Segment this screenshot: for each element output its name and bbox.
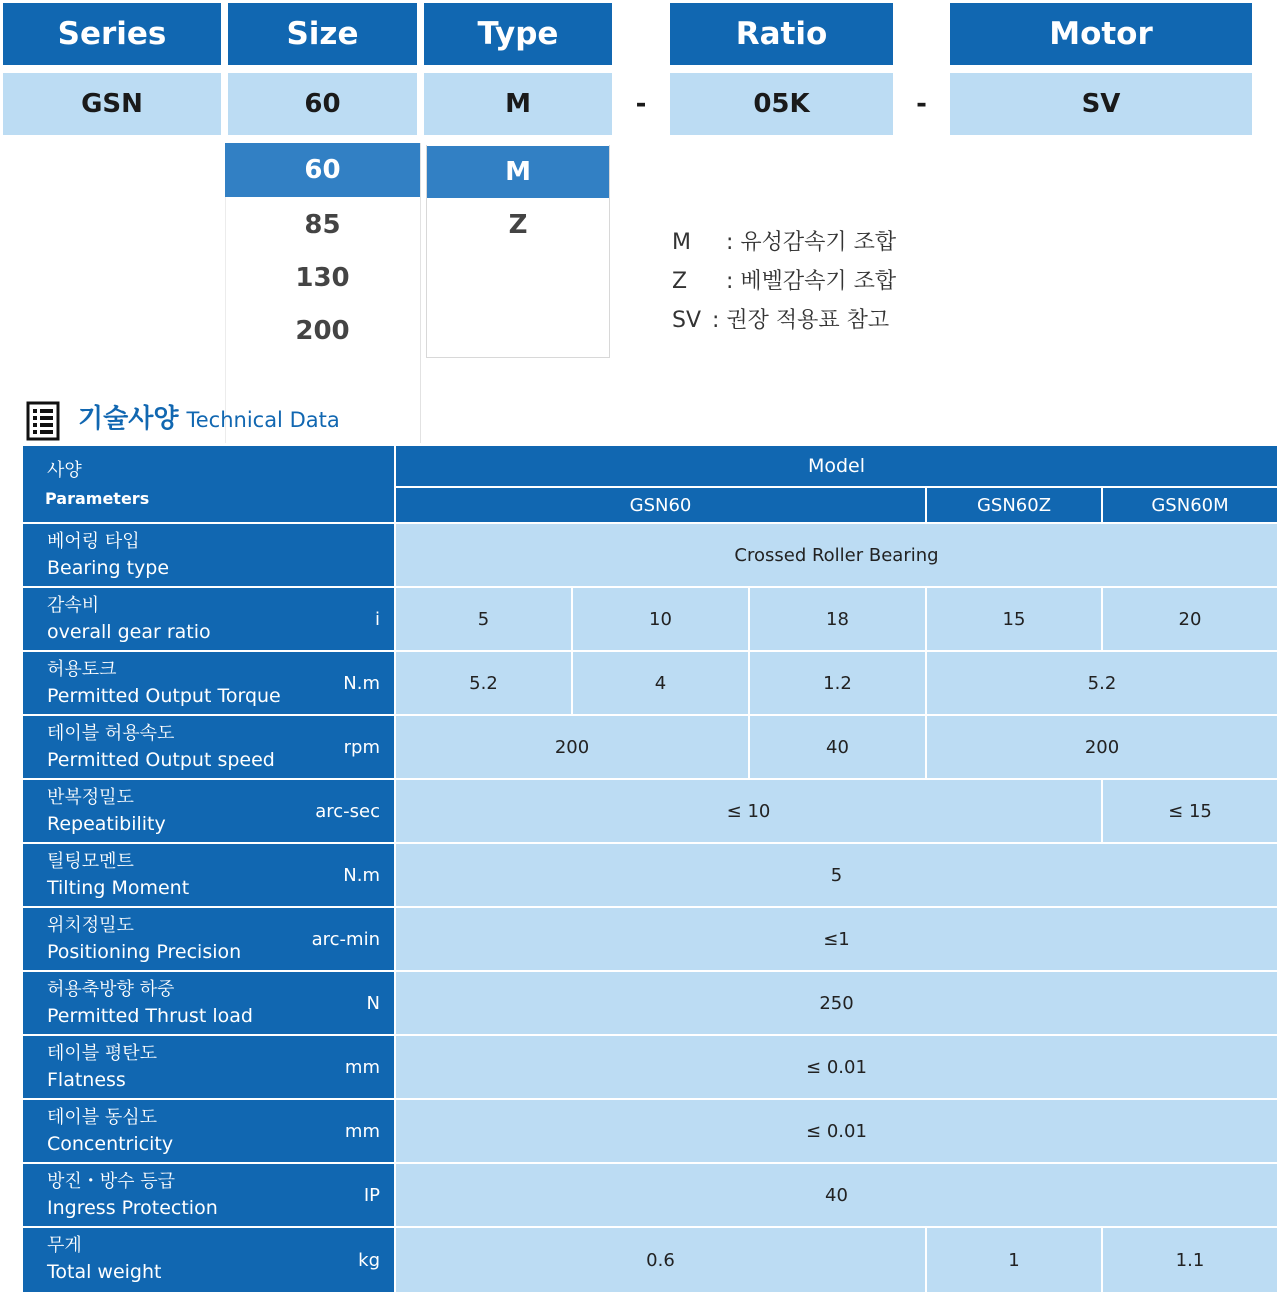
param-unit: N (366, 992, 380, 1014)
param-ko: 방진・방수 등급 (47, 1171, 176, 1192)
param-unit: mm (344, 1120, 380, 1142)
model-gsn60: GSN60 (396, 488, 927, 524)
table-cell: 5 (396, 588, 573, 652)
value-ratio: 05K (670, 73, 893, 135)
param-ko: 무게 (47, 1235, 82, 1256)
table-cell: Crossed Roller Bearing (396, 524, 1279, 588)
param-en: Flatness (47, 1069, 126, 1091)
table-cell: 1.2 (750, 652, 927, 716)
param-en: Permitted Thrust load (47, 1005, 253, 1027)
param-en: Ingress Protection (47, 1197, 218, 1219)
param-ko: 틸팅모멘트 (47, 851, 134, 872)
value-series: GSN (3, 73, 221, 135)
table-cell: 40 (396, 1164, 1279, 1228)
header-size: Size (228, 3, 417, 65)
param-row (23, 652, 396, 716)
table-cell: 200 (396, 716, 750, 780)
param-en: Tilting Moment (47, 877, 190, 899)
param-en: Total weight (47, 1261, 162, 1283)
param-unit: mm (344, 1056, 380, 1078)
param-row (23, 1100, 396, 1164)
section-title-en: Technical Data (186, 408, 340, 432)
table-cell: 5.2 (396, 652, 573, 716)
section-title (78, 398, 340, 434)
note-sv (672, 301, 1072, 340)
table-cell: ≤ 0.01 (396, 1100, 1279, 1164)
table-cell: 5 (396, 844, 1279, 908)
param-row (23, 1164, 396, 1228)
type-option-selected[interactable]: M (427, 146, 609, 198)
param-en: Repeatibility (47, 813, 166, 835)
value-size: 60 (228, 73, 417, 135)
note-key: Z (672, 269, 688, 294)
type-option[interactable]: Z (508, 210, 528, 240)
params-header-ko: 사양 (47, 460, 82, 481)
param-unit: kg (358, 1249, 380, 1271)
table-cell: 1 (927, 1228, 1103, 1292)
note-z (672, 262, 1072, 301)
value-motor: SV (950, 73, 1252, 135)
params-header-en: Parameters (45, 489, 150, 508)
size-option[interactable]: 85 (304, 209, 341, 240)
header-ratio: Ratio (670, 3, 893, 65)
note-text: : 권장 적용표 참고 (712, 308, 890, 333)
param-ko: 허용축방향 하중 (47, 979, 175, 1000)
note-key: M (672, 230, 691, 255)
param-row (23, 1228, 396, 1292)
table-cell: 10 (573, 588, 750, 652)
param-unit: N.m (343, 864, 380, 886)
table-cell: 15 (927, 588, 1103, 652)
model-header: Model (396, 446, 1279, 488)
param-row (23, 716, 396, 780)
section-title-ko: 기술사양 (78, 404, 179, 434)
param-en: Positioning Precision (47, 941, 242, 963)
param-ko: 테이블 평탄도 (47, 1043, 158, 1064)
param-ko: 반복정밀도 (47, 787, 134, 808)
param-row (23, 972, 396, 1036)
table-cell: 5.2 (927, 652, 1279, 716)
header-motor: Motor (950, 3, 1252, 65)
table-cell: 40 (750, 716, 927, 780)
param-unit: arc-sec (315, 800, 380, 822)
note-m (672, 223, 1072, 262)
params-header (23, 446, 396, 524)
table-cell: 0.6 (396, 1228, 927, 1292)
table-cell: 20 (1103, 588, 1279, 652)
document-list-icon (26, 401, 60, 441)
param-en: Permitted Output Torque (47, 685, 281, 707)
param-ko: 허용토크 (47, 659, 117, 680)
param-unit: arc-min (311, 928, 380, 950)
header-type: Type (424, 3, 612, 65)
size-option-selected[interactable]: 60 (225, 143, 420, 197)
param-row (23, 524, 396, 588)
param-ko: 베어링 타입 (47, 531, 140, 552)
header-series: Series (3, 3, 221, 65)
param-ko: 테이블 동심도 (47, 1107, 158, 1128)
param-ko: 위치정밀도 (47, 915, 134, 936)
table-cell: ≤ 15 (1103, 780, 1279, 844)
separator-dash: - (635, 89, 647, 119)
param-unit: i (374, 608, 380, 630)
model-gsn60z: GSN60Z (927, 488, 1103, 524)
param-row (23, 908, 396, 972)
separator-dash: - (916, 89, 927, 119)
note-key: SV (672, 308, 702, 333)
param-unit: rpm (343, 736, 380, 758)
param-ko: 테이블 허용속도 (47, 723, 175, 744)
value-type: M (424, 73, 612, 135)
param-unit: N.m (343, 672, 380, 694)
param-unit: IP (363, 1184, 380, 1206)
param-en: Bearing type (47, 557, 170, 579)
note-text: : 베벨감속기 조합 (712, 269, 897, 294)
param-row (23, 844, 396, 908)
technical-data-table (23, 446, 1279, 1292)
param-en: Permitted Output speed (47, 749, 275, 771)
table-cell: ≤ 10 (396, 780, 1103, 844)
table-cell: 4 (573, 652, 750, 716)
param-row (23, 780, 396, 844)
table-cell: 1.1 (1103, 1228, 1279, 1292)
table-cell: ≤ 0.01 (396, 1036, 1279, 1100)
table-cell: 200 (927, 716, 1279, 780)
param-en: Concentricity (47, 1133, 174, 1155)
param-row (23, 588, 396, 652)
size-option[interactable]: 130 (295, 262, 350, 293)
table-cell: ≤1 (396, 908, 1279, 972)
table-cell: 18 (750, 588, 927, 652)
table-cell: 250 (396, 972, 1279, 1036)
param-row (23, 1036, 396, 1100)
notes (672, 223, 1072, 340)
param-ko: 감속비 (47, 595, 100, 616)
param-en: overall gear ratio (47, 621, 211, 643)
note-text: : 유성감속기 조합 (712, 230, 897, 255)
model-gsn60m: GSN60M (1103, 488, 1279, 524)
size-option[interactable]: 200 (295, 315, 350, 346)
